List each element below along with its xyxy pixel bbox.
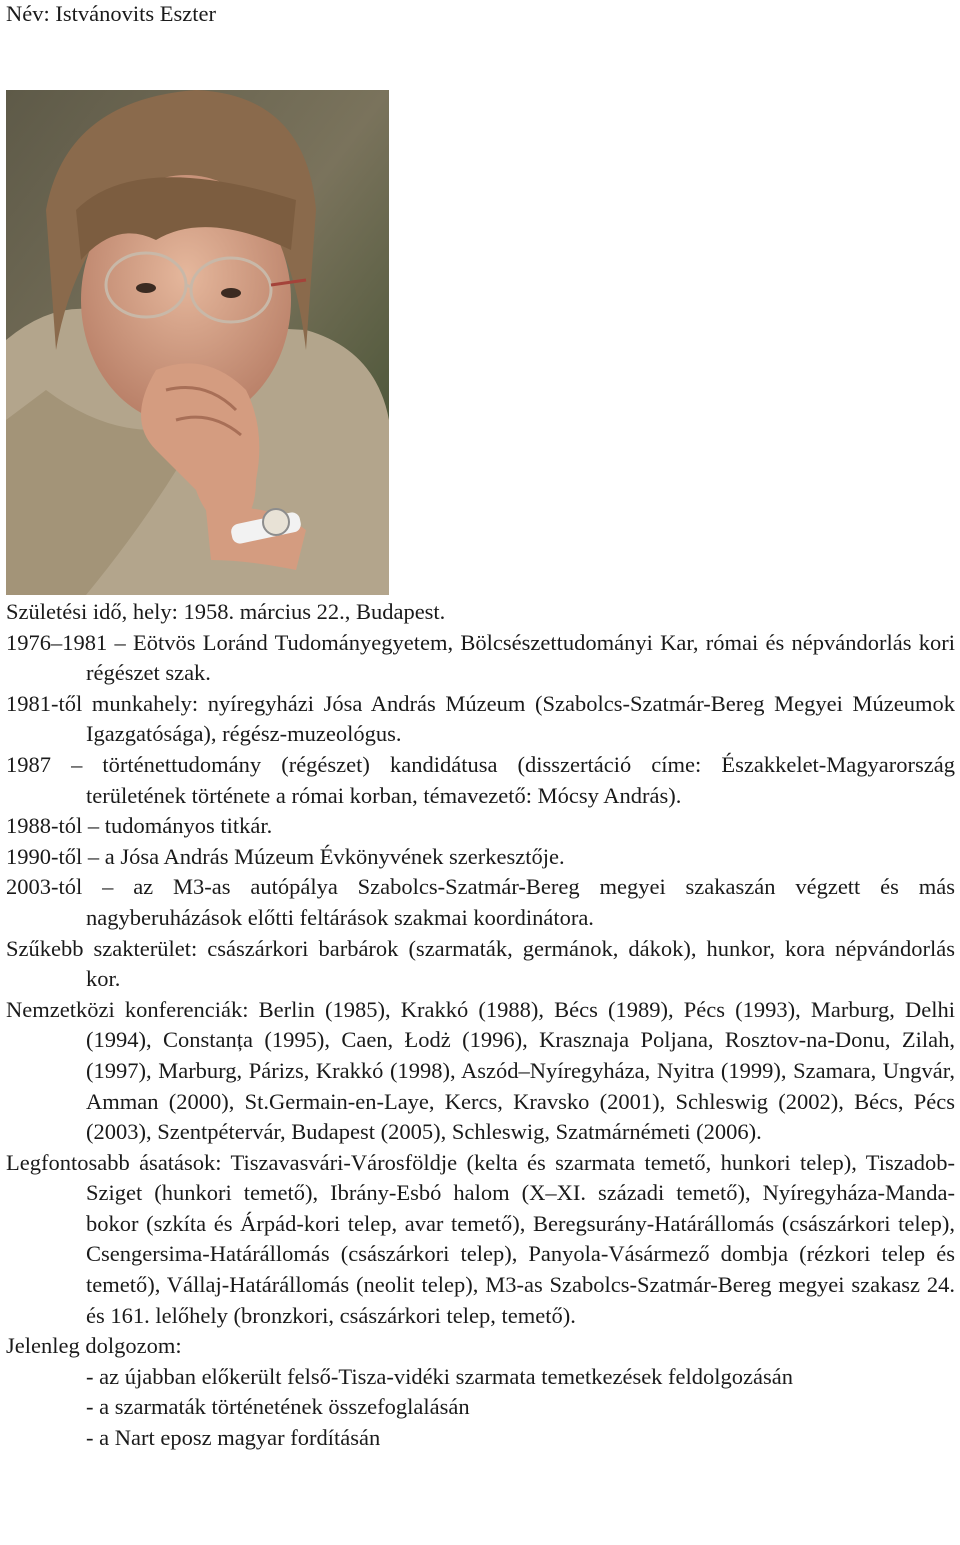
workplace-entry: 1981-től munkahely: nyíregyházi Jósa András Múzeum (Szabolcs-Szatmár-Bereg Megyei Múzeumok Igazgatósága), régész-muzeológus.: [6, 690, 955, 747]
candidate-entry: 1987 – történettudomány (régészet) kandidátusa (disszertáció címe: Északkelet-Magyarország területének története a római korban, témavezető: Mócsy András).: [6, 751, 955, 808]
portrait-photo: [6, 90, 389, 595]
person-name: Név: Istvánovits Eszter: [6, 1, 216, 26]
birth-entry: Születési idő, hely: 1958. március 22., Budapest.: [6, 599, 446, 624]
current-work-item: - az újabban előkerült felső-Tisza-vidéki szarmata temetkezések feldolgozásán: [86, 1363, 794, 1389]
specialty-entry: Szűkebb szakterület: császárkori barbárok (szarmaták, germánok, dákok), hunkor, kora népvándorlás kor.: [6, 935, 955, 992]
education-entry: 1976–1981 – Eötvös Loránd Tudományegyetem, Bölcsészettudományi Kar, római és népvándorlás kori régészet szak.: [6, 629, 955, 686]
biography: [6, 597, 955, 1454]
excavations-entry: Legfontosabb ásatások: Tiszavasvári-Városföldje (kelta és szarmata temető, hunkori telep), Tiszadob-Sziget (hunkori temető), Ibrány-Esbó halom (X–XI. századi temető), Nyíregyháza-Manda-bokor (szkíta és Árpád-kori telep, avar temető), Beregsurány-Határállomás (császárkori telep), Csengersima-Határállomás (császárkori telep), Panyola-Vásármező dombja (rézkori telep és temető), Vállaj-Határállomás (neolit telep), M3-as Szabolcs-Szatmár-Bereg megyei szakasz 24. és 161. lelőhely (bronzkori, császárkori telep, temető).: [6, 1149, 955, 1328]
editor-entry: 1990-től – a Jósa András Múzeum Évkönyvének szerkesztője.: [6, 843, 565, 869]
coordinator-entry: 2003-tól – az M3-as autópálya Szabolcs-Szatmár-Bereg megyei szakaszán végzett és más nagyberuházások előtti feltárások szakmai koordinátora.: [6, 874, 955, 930]
current-work-heading: Jelenleg dolgozom:: [6, 1333, 182, 1359]
conferences-entry: Nemzetközi konferenciák: Berlin (1985), Krakkó (1988), Bécs (1989), Pécs (1993), Marburg, Delhi (1994), Constanța (1995), Caen, Łodż (1996), Krasznaja Poljana, Rosztov-na-Donu, Zilah, (1997), Marburg, Párizs, Krakkó (1998), Aszód–Nyíregyháza, Nyitra (1999), Szamara, Ungvár, Amman (2000), St.Germain-en-Laye, Kercs, Kravsko (2001), Schleswig (2002), Bécs, Pécs (2003), Szentpétervár, Budapest (2005), Schleswig, Szatmárnémeti (2006).: [6, 996, 955, 1145]
secretary-entry: 1988-tól – tudományos titkár.: [6, 813, 273, 839]
current-work-item: - a szarmaták történetének összefoglalásán: [86, 1394, 470, 1420]
portrait-photo-icon: [6, 90, 389, 595]
current-work-item: - a Nart eposz magyar fordításán: [86, 1425, 381, 1451]
